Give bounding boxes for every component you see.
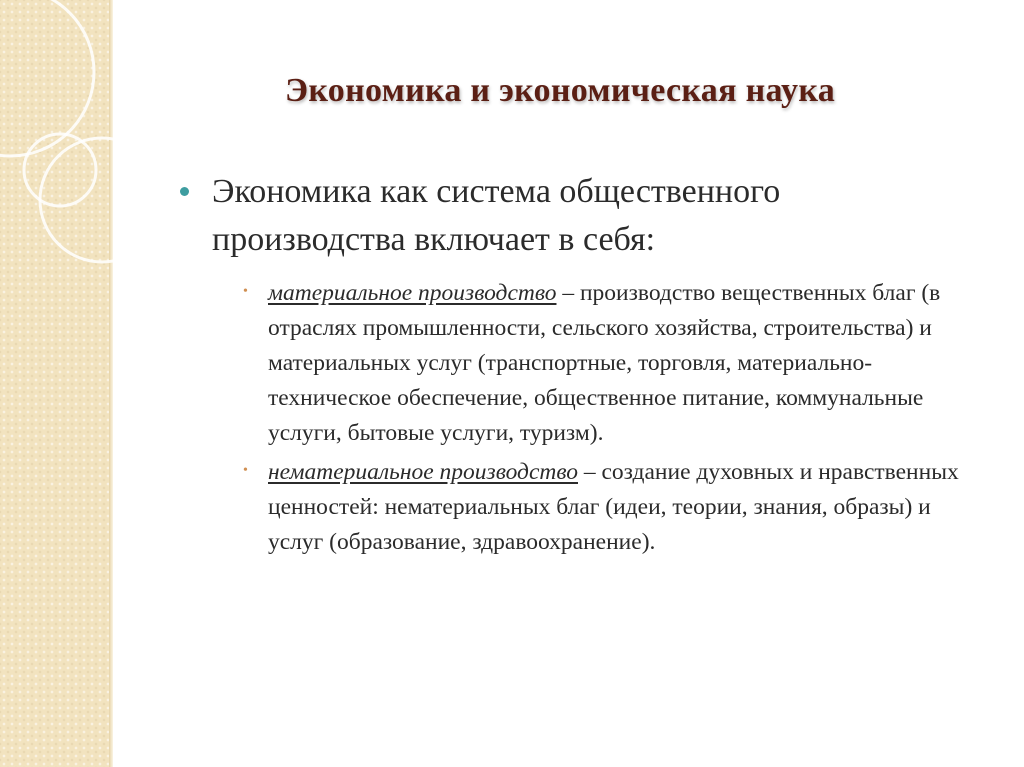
decorative-rings	[0, 0, 160, 360]
slide-title: Экономика и экономическая наука	[284, 72, 836, 109]
main-point-line-1: Экономика как система общественного	[212, 173, 781, 210]
definition-material-production: – производство вещественных благ (в отраслях промышленности, сельского хозяйства, строительства) и материальных услуг (транспортные, торговля, материально-техническое обеспечение, общественное питание, коммунальные услуги, бытовые услуги, туризм).	[268, 280, 941, 446]
definition-nonmaterial-production: – создание духовных и нравственных ценностей: нематериальных благ (идеи, теории, знания, образы) и услуг (образование, здравоохранение).	[268, 459, 959, 555]
main-bullet-icon	[180, 187, 189, 196]
sub-bullet-list	[160, 276, 990, 560]
term-nonmaterial-production: нематериальное производство	[268, 459, 578, 485]
sub-bullet-item	[243, 455, 990, 560]
sub-bullet-icon: •	[243, 463, 248, 478]
term-material-production: материальное производство	[268, 280, 557, 306]
main-point-line-2: производства включает в себя:	[212, 221, 656, 258]
decorative-ring-medium	[40, 138, 160, 262]
decorative-ring-large	[0, 0, 94, 156]
sub-bullet-item	[243, 276, 990, 451]
slide-content	[160, 168, 990, 564]
decorative-ring-small	[24, 134, 96, 206]
main-bullet-point	[160, 168, 990, 264]
sub-bullet-icon: •	[243, 284, 248, 299]
